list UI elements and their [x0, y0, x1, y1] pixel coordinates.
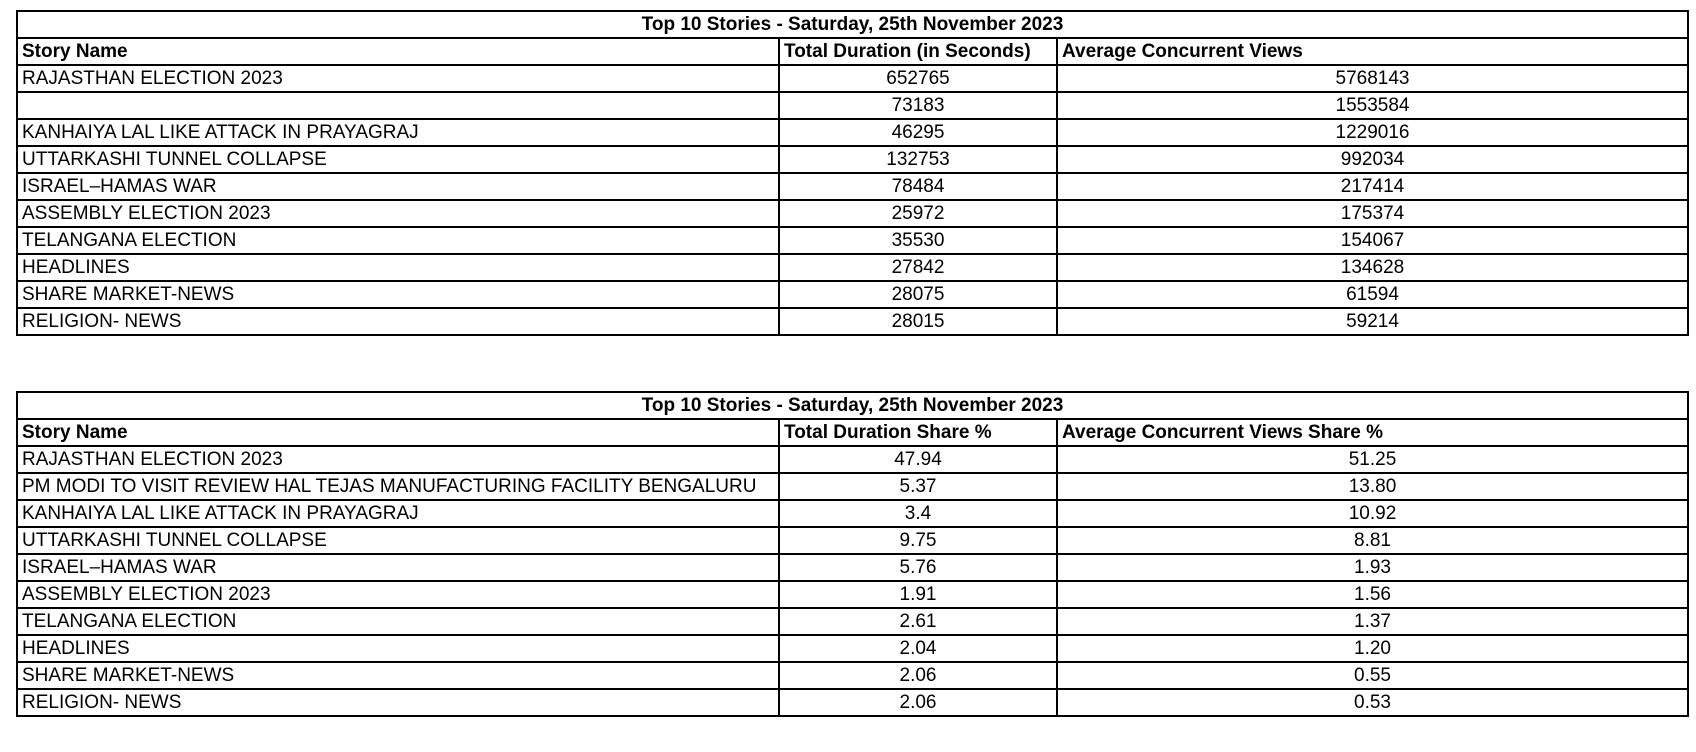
- table-row: [17, 446, 1688, 473]
- column-header-story-name: Story Name: [17, 419, 779, 446]
- table-title-row: [17, 11, 1688, 38]
- table-row: [17, 635, 1688, 662]
- views-cell: 134628: [1057, 254, 1688, 281]
- table-row: [17, 608, 1688, 635]
- table-row: [17, 500, 1688, 527]
- table-row: [17, 554, 1688, 581]
- duration-cell: 2.61: [779, 608, 1057, 635]
- table-row: [17, 173, 1688, 200]
- duration-cell: 27842: [779, 254, 1057, 281]
- views-cell: 59214: [1057, 308, 1688, 335]
- story-name-cell: [17, 92, 779, 119]
- story-name-cell: RAJASTHAN ELECTION 2023: [17, 446, 779, 473]
- duration-cell: 652765: [779, 65, 1057, 92]
- views-cell: 217414: [1057, 173, 1688, 200]
- views-cell: 1.56: [1057, 581, 1688, 608]
- column-header-average-concurrent-views-share: Average Concurrent Views Share %: [1057, 419, 1688, 446]
- views-cell: 1553584: [1057, 92, 1688, 119]
- story-name-cell: UTTARKASHI TUNNEL COLLAPSE: [17, 146, 779, 173]
- table-row: [17, 200, 1688, 227]
- views-cell: 13.80: [1057, 473, 1688, 500]
- table-row: [17, 281, 1688, 308]
- duration-cell: 5.76: [779, 554, 1057, 581]
- duration-cell: 3.4: [779, 500, 1057, 527]
- views-cell: 1.93: [1057, 554, 1688, 581]
- story-name-cell: TELANGANA ELECTION: [17, 227, 779, 254]
- duration-cell: 78484: [779, 173, 1057, 200]
- duration-cell: 28075: [779, 281, 1057, 308]
- duration-cell: 46295: [779, 119, 1057, 146]
- table-row: [17, 119, 1688, 146]
- story-name-cell: ASSEMBLY ELECTION 2023: [17, 581, 779, 608]
- table-title: Top 10 Stories - Saturday, 25th November 2023: [17, 11, 1688, 38]
- table-row: [17, 581, 1688, 608]
- story-name-cell: HEADLINES: [17, 635, 779, 662]
- story-name-cell: ASSEMBLY ELECTION 2023: [17, 200, 779, 227]
- table-row: [17, 146, 1688, 173]
- views-cell: 992034: [1057, 146, 1688, 173]
- column-header-total-duration-share: Total Duration Share %: [779, 419, 1057, 446]
- story-name-cell: ISRAEL–HAMAS WAR: [17, 173, 779, 200]
- duration-cell: 132753: [779, 146, 1057, 173]
- table-row: [17, 92, 1688, 119]
- duration-cell: 2.06: [779, 689, 1057, 716]
- views-cell: 1229016: [1057, 119, 1688, 146]
- story-name-cell: PM MODI TO VISIT REVIEW HAL TEJAS MANUFACTURING FACILITY BENGALURU: [17, 473, 779, 500]
- duration-cell: 73183: [779, 92, 1057, 119]
- views-cell: 51.25: [1057, 446, 1688, 473]
- views-cell: 175374: [1057, 200, 1688, 227]
- table-row: [17, 254, 1688, 281]
- story-name-cell: KANHAIYA LAL LIKE ATTACK IN PRAYAGRAJ: [17, 500, 779, 527]
- views-cell: 1.20: [1057, 635, 1688, 662]
- duration-cell: 2.04: [779, 635, 1057, 662]
- duration-cell: 35530: [779, 227, 1057, 254]
- column-header-row: [17, 38, 1688, 65]
- story-name-cell: TELANGANA ELECTION: [17, 608, 779, 635]
- duration-cell: 1.91: [779, 581, 1057, 608]
- story-name-cell: SHARE MARKET-NEWS: [17, 281, 779, 308]
- duration-cell: 5.37: [779, 473, 1057, 500]
- top-stories-share-table: [16, 391, 1689, 717]
- views-cell: 5768143: [1057, 65, 1688, 92]
- table-row: [17, 227, 1688, 254]
- top-stories-duration-table: [16, 10, 1689, 336]
- column-header-total-duration: Total Duration (in Seconds): [779, 38, 1057, 65]
- views-cell: 0.53: [1057, 689, 1688, 716]
- table-row: [17, 308, 1688, 335]
- views-cell: 10.92: [1057, 500, 1688, 527]
- views-cell: 8.81: [1057, 527, 1688, 554]
- table-row: [17, 527, 1688, 554]
- column-header-average-concurrent-views: Average Concurrent Views: [1057, 38, 1688, 65]
- story-name-cell: RELIGION- NEWS: [17, 689, 779, 716]
- story-name-cell: RAJASTHAN ELECTION 2023: [17, 65, 779, 92]
- table-body: [17, 11, 1688, 335]
- views-cell: 0.55: [1057, 662, 1688, 689]
- table-body: [17, 392, 1688, 716]
- story-name-cell: HEADLINES: [17, 254, 779, 281]
- story-name-cell: RELIGION- NEWS: [17, 308, 779, 335]
- table-row: [17, 473, 1688, 500]
- story-name-cell: UTTARKASHI TUNNEL COLLAPSE: [17, 527, 779, 554]
- views-cell: 1.37: [1057, 608, 1688, 635]
- story-name-cell: KANHAIYA LAL LIKE ATTACK IN PRAYAGRAJ: [17, 119, 779, 146]
- duration-cell: 25972: [779, 200, 1057, 227]
- column-header-row: [17, 419, 1688, 446]
- views-cell: 61594: [1057, 281, 1688, 308]
- views-cell: 154067: [1057, 227, 1688, 254]
- table-row: [17, 662, 1688, 689]
- table-title: Top 10 Stories - Saturday, 25th November 2023: [17, 392, 1688, 419]
- table-row: [17, 65, 1688, 92]
- column-header-story-name: Story Name: [17, 38, 779, 65]
- duration-cell: 47.94: [779, 446, 1057, 473]
- duration-cell: 9.75: [779, 527, 1057, 554]
- story-name-cell: SHARE MARKET-NEWS: [17, 662, 779, 689]
- table-row: [17, 689, 1688, 716]
- story-name-cell: ISRAEL–HAMAS WAR: [17, 554, 779, 581]
- duration-cell: 28015: [779, 308, 1057, 335]
- table-title-row: [17, 392, 1688, 419]
- duration-cell: 2.06: [779, 662, 1057, 689]
